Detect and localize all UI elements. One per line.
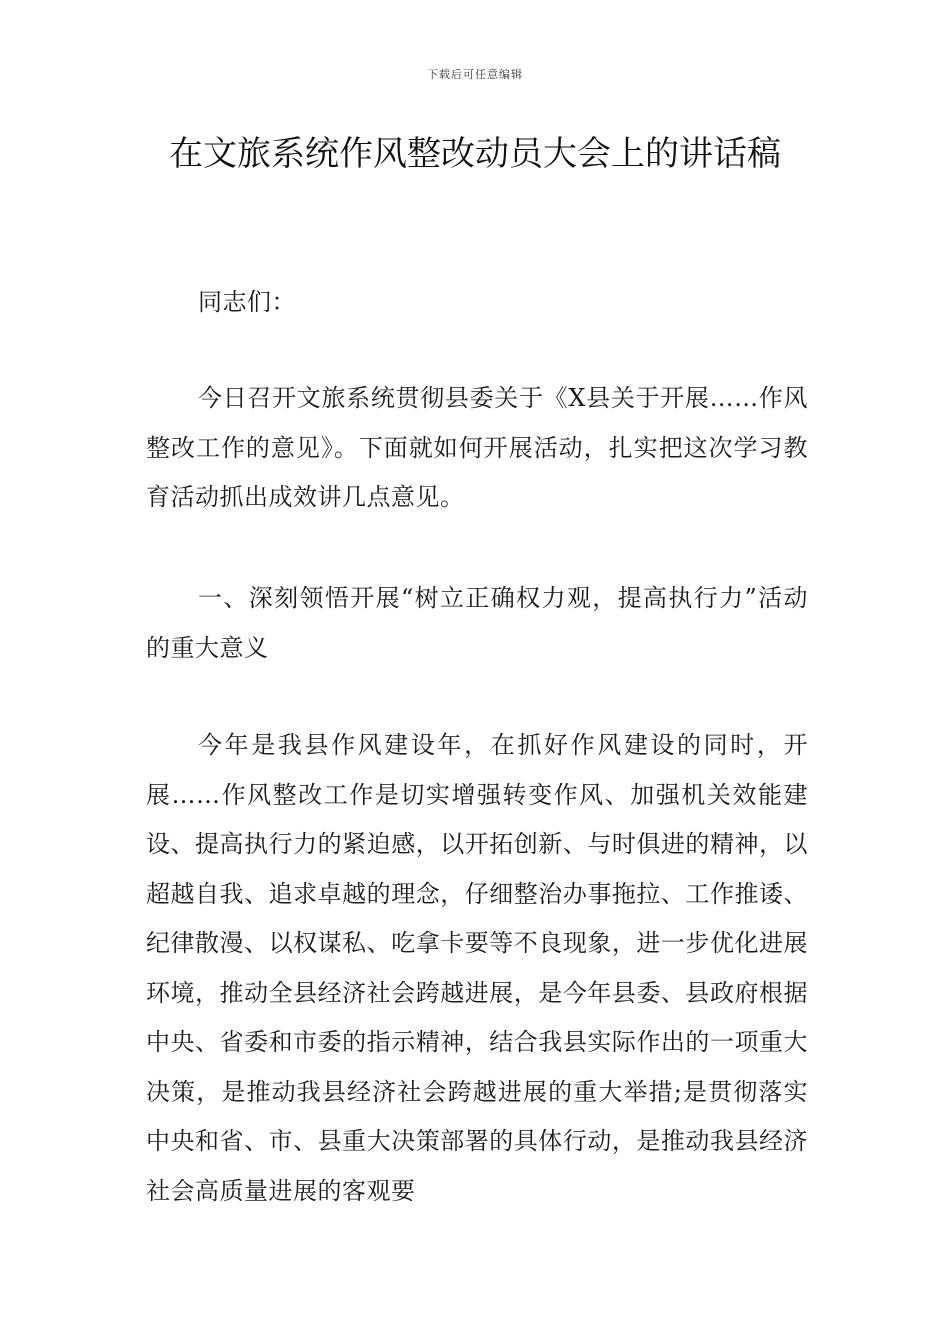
section-body-block bbox=[146, 721, 808, 1241]
intro-paragraph: 今日召开文旅系统贯彻县委关于《X县关于开展……作风整改工作的意见》。下面就如何开展活动，扎实把这次学习教育活动抓出成效讲几点意见。 bbox=[146, 384, 808, 511]
section-heading-block bbox=[146, 574, 808, 673]
salutation: 同志们： bbox=[198, 288, 296, 316]
page-title: 在文旅系统作风整改动员大会上的讲话稿 bbox=[169, 134, 781, 174]
intro-block bbox=[146, 374, 808, 523]
section-body-paragraph: 今年是我县作风建设年，在抓好作风建设的同时，开展……作风整改工作是切实增强转变作风、加强机关效能建设、提高执行力的紧迫感，以开拓创新、与时俱进的精神，以超越自我、追求卓越的理念，仔细整治办事拖拉、工作推诿、纪律散漫、以权谋私、吃拿卡要等不良现象，进一步优化进展环境，推动全县经济社会跨越进展，是今年县委、县政府根据中央、省委和市委的指示精神，结合我县实际作出的一项重大决策，是推动我县经济社会跨越进展的重大举措;是贯彻落实中央和省、市、县重大决策部署的具体行动，是推动我县经济社会高质量进展的客观要 bbox=[146, 731, 808, 1205]
section-heading: 一、深刻领悟开展“树立正确权力观，提高执行力”活动的重大意义 bbox=[146, 584, 808, 662]
salutation-block bbox=[146, 278, 808, 328]
header-note: 下载后可任意编辑 bbox=[427, 68, 523, 81]
